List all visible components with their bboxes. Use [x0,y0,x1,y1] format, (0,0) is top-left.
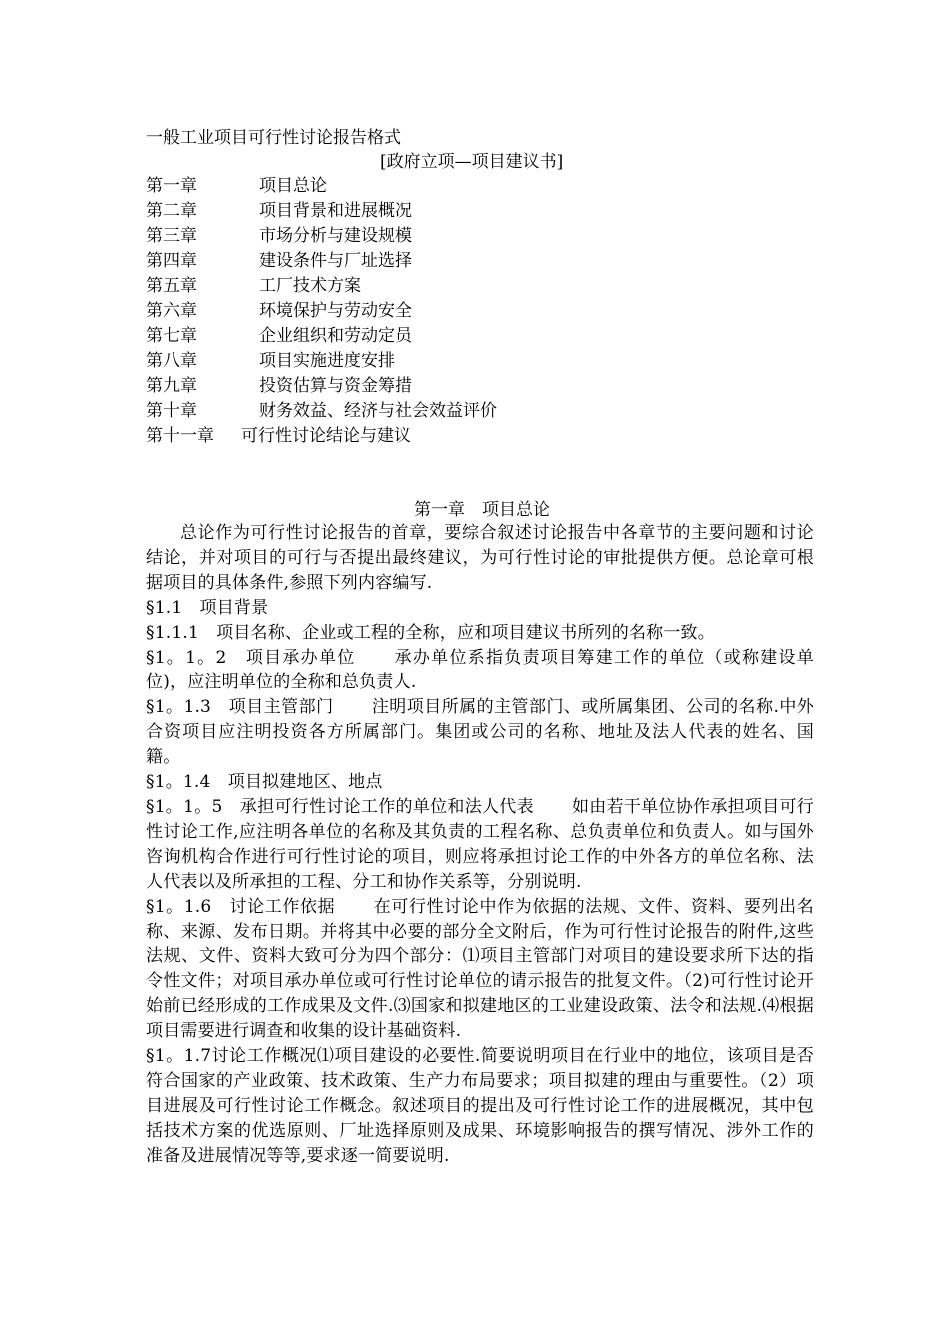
toc-chapter-title: 工厂技术方案 [259,276,361,296]
section-text: 承办单位系指负责项目筹建工作的单位（或称建设单位)，应注明单位的全称和总负责人. [146,647,814,693]
chapter-heading: 第一章 项目总论 [414,500,550,520]
toc-item [146,249,497,274]
section-label: §1。1。5 承担可行性讨论工作的单位和法人代表 [146,796,534,817]
toc-item [146,324,497,349]
toc-chapter-number: 第四章 [146,251,197,271]
section-paragraph [146,895,814,1044]
toc-chapter-number: 第八章 [146,351,197,371]
toc-chapter-number: 第二章 [146,201,197,221]
toc-item [146,424,497,449]
section-heading: §1.1 项目背景 [146,597,269,618]
toc-chapter-title: 建设条件与厂址选择 [259,251,412,271]
toc-item [146,399,497,424]
section-text: 如由若干单位协作承担项目可行性讨论工作,应注明各单位的名称及其负责的工程名称、总负责单位和负责人。如与国外咨询机构合作进行可行性讨论的项目，则应将承担讨论工作的中外各方的单位名称、法人代表以及所承担的工程、分工和协作关系等，分别说明. [146,796,814,892]
toc-chapter-number: 第九章 [146,376,197,396]
section-paragraph [146,646,814,696]
section-paragraph [146,695,814,770]
document-title: 一般工业项目可行性讨论报告格式 [146,128,401,148]
section-label: §1。1.6 讨论工作依据 [146,896,336,917]
section-label: §1。1.3 项目主管部门 [146,697,334,718]
toc-chapter-title: 企业组织和劳动定员 [259,326,412,346]
toc-chapter-title: 项目实施进度安排 [259,351,395,371]
toc-item [146,349,497,374]
chapter-body [146,521,814,1169]
toc-item [146,174,497,199]
toc-item [146,199,497,224]
toc-chapter-title: 可行性讨论结论与建议 [241,426,411,446]
toc-chapter-number: 第三章 [146,226,197,246]
toc-chapter-number: 第一章 [146,176,197,196]
toc-chapter-title: 项目背景和进展概况 [259,201,412,221]
section-paragraph [146,795,814,895]
toc-chapter-title: 项目总论 [259,176,327,196]
toc-chapter-title: 财务效益、经济与社会效益评价 [259,401,497,421]
table-of-contents [146,174,497,449]
document-subtitle: [政府立项—项目建议书] [380,152,564,172]
section-paragraph: §1。1.4 项目拟建地区、地点 [146,772,383,793]
section-paragraph: §1。1.7讨论工作概况⑴项目建设的必要性.简要说明项目在行业中的地位，该项目是否符合国家的产业政策、技术政策、生产力布局要求；项目拟建的理由与重要性。（2）项目进展及可行性讨论工作概念。叙述项目的提出及可行性讨论工作的进展概况，其中包括技术方案的优选原则、厂址选择原则及成果、环境影响报告的撰写情况、涉外工作的准备及进展情况等等,要求逐一简要说明. [146,1046,814,1166]
toc-item [146,224,497,249]
toc-chapter-title: 市场分析与建设规模 [259,226,412,246]
section-text: 在可行性讨论中作为依据的法规、文件、资料、要列出名称、来源、发布日期。并将其中必要的部分全文附后，作为可行性讨论报告的附件,这些法规、文件、资料大致可分为四个部分：⑴项目主管部门对项目的建设要求所下达的指令性文件；对项目承办单位或可行性讨论单位的请示报告的批复文件。（2)可行性讨论开始前已经形成的工作成果及文件.⑶国家和拟建地区的工业建设政策、法令和法规.⑷根据项目需要进行调查和收集的设计基础资料. [146,896,815,1042]
toc-chapter-number: 第十一章 [146,426,214,446]
toc-chapter-title: 投资估算与资金筹措 [259,376,412,396]
toc-chapter-number: 第六章 [146,301,197,321]
toc-item [146,299,497,324]
toc-chapter-number: 第五章 [146,276,197,296]
chapter-intro-paragraph: 总论作为可行性讨论报告的首章，要综合叙述讨论报告中各章节的主要问题和讨论结论，并对项目的可行与否提出最终建议，为可行性讨论的审批提供方便。总论章可根据项目的具体条件,参照下列内容编写. [146,523,814,593]
toc-chapter-number: 第十章 [146,401,197,421]
section-paragraph: §1.1.1 项目名称、企业或工程的全称，应和项目建议书所列的名称一致。 [146,622,715,643]
section-text: 注明项目所属的主管部门、或所属集团、公司的名称.中外合资项目应注明投资各方所属部门。集团或公司的名称、地址及法人代表的姓名、国籍。 [146,697,814,768]
toc-chapter-number: 第七章 [146,326,197,346]
toc-item [146,374,497,399]
section-label: §1。1。2 项目承办单位 [146,647,356,668]
toc-chapter-title: 环境保护与劳动安全 [259,301,412,321]
toc-item [146,274,497,299]
